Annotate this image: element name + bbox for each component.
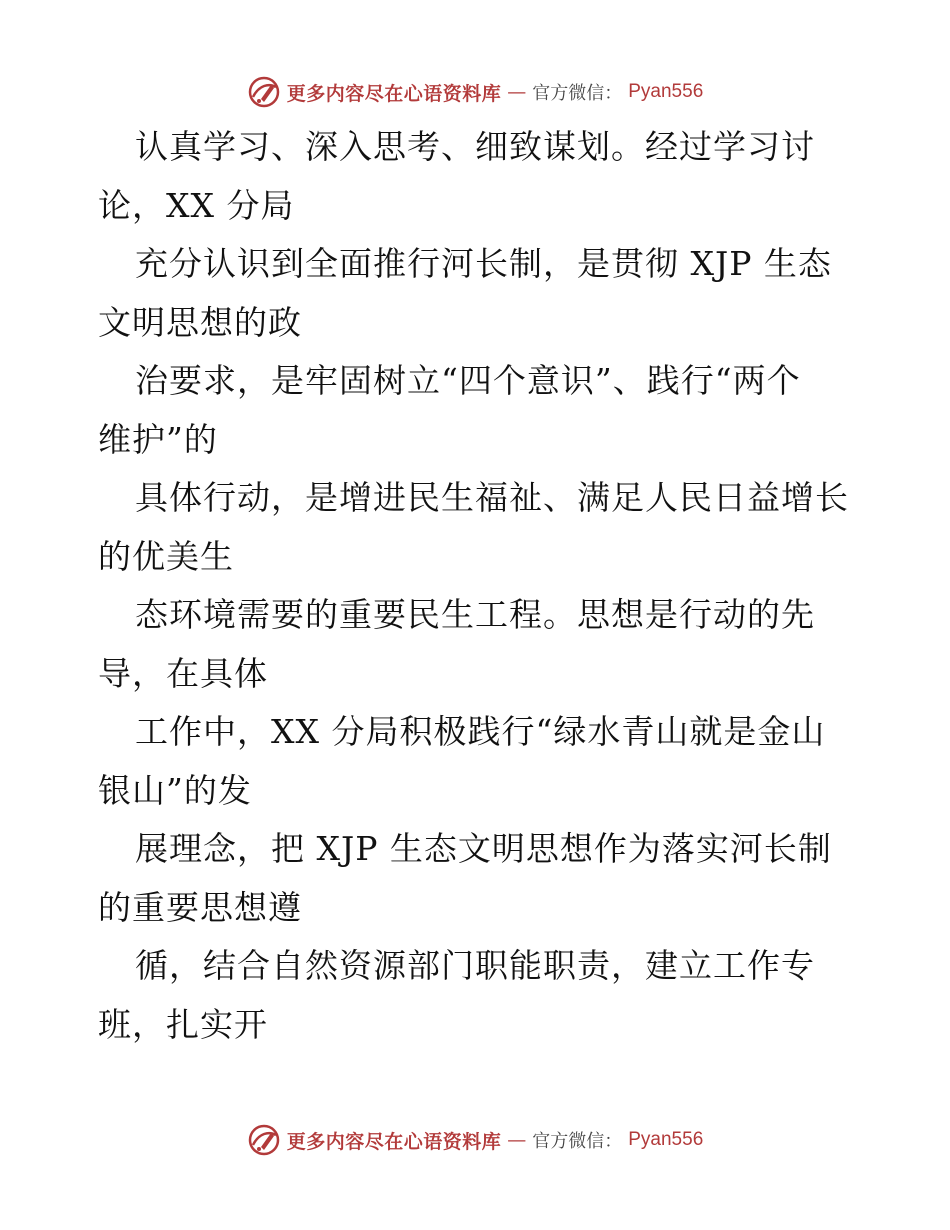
paragraph-line: 班，扎实开 [98,1004,268,1044]
paragraph-line: 的优美生 [98,536,234,576]
paragraph-line: 充分认识到全面推行河长制，是贯彻 XJP 生态 [135,244,832,283]
paragraph-line: 态环境需要的重要民生工程。思想是行动的先 [135,595,815,634]
paragraph-line: 文明思想的政 [98,302,302,342]
watermark-brand: 更多内容尽在心语资料库 [286,82,502,105]
paragraph-line: 循，结合自然资源部门职能职责，建立工作专 [135,946,815,985]
paragraph-line: 论，XX 分局 [98,185,295,225]
paragraph-line: 维护”的 [98,419,218,459]
pen-swirl-logo-icon [247,1123,281,1157]
paragraph-line: 具体行动，是增进民生福祉、满足人民日益增长 [135,478,849,517]
paragraph-line: 导，在具体 [98,653,268,693]
paragraph-line: 认真学习、深入思考、细致谋划。经过学习讨 [135,127,815,166]
pen-swirl-logo-icon [247,75,281,109]
paragraph-line: 治要求，是牢固树立“四个意识”、践行“两个 [135,361,801,400]
paragraph-line: 银山”的发 [98,770,252,810]
watermark-wechat-id: Pyan556 [628,1129,704,1150]
watermark-wechat-id: Pyan556 [628,81,704,102]
watermark-brand: 更多内容尽在心语资料库 [286,1130,502,1153]
header-watermark [0,72,950,112]
watermark-dash: — [507,81,527,103]
document-body [98,118,868,1054]
footer-watermark [0,1120,950,1160]
watermark-official-label: 官方微信： [532,1131,623,1152]
paragraph-line: 工作中，XX 分局积极践行“绿水青山就是金山 [135,712,826,751]
watermark-official-label: 官方微信： [532,83,623,104]
watermark-dash: — [507,1129,527,1151]
paragraph-line: 的重要思想遵 [98,887,302,927]
paragraph-line: 展理念，把 XJP 生态文明思想作为落实河长制 [135,829,832,868]
